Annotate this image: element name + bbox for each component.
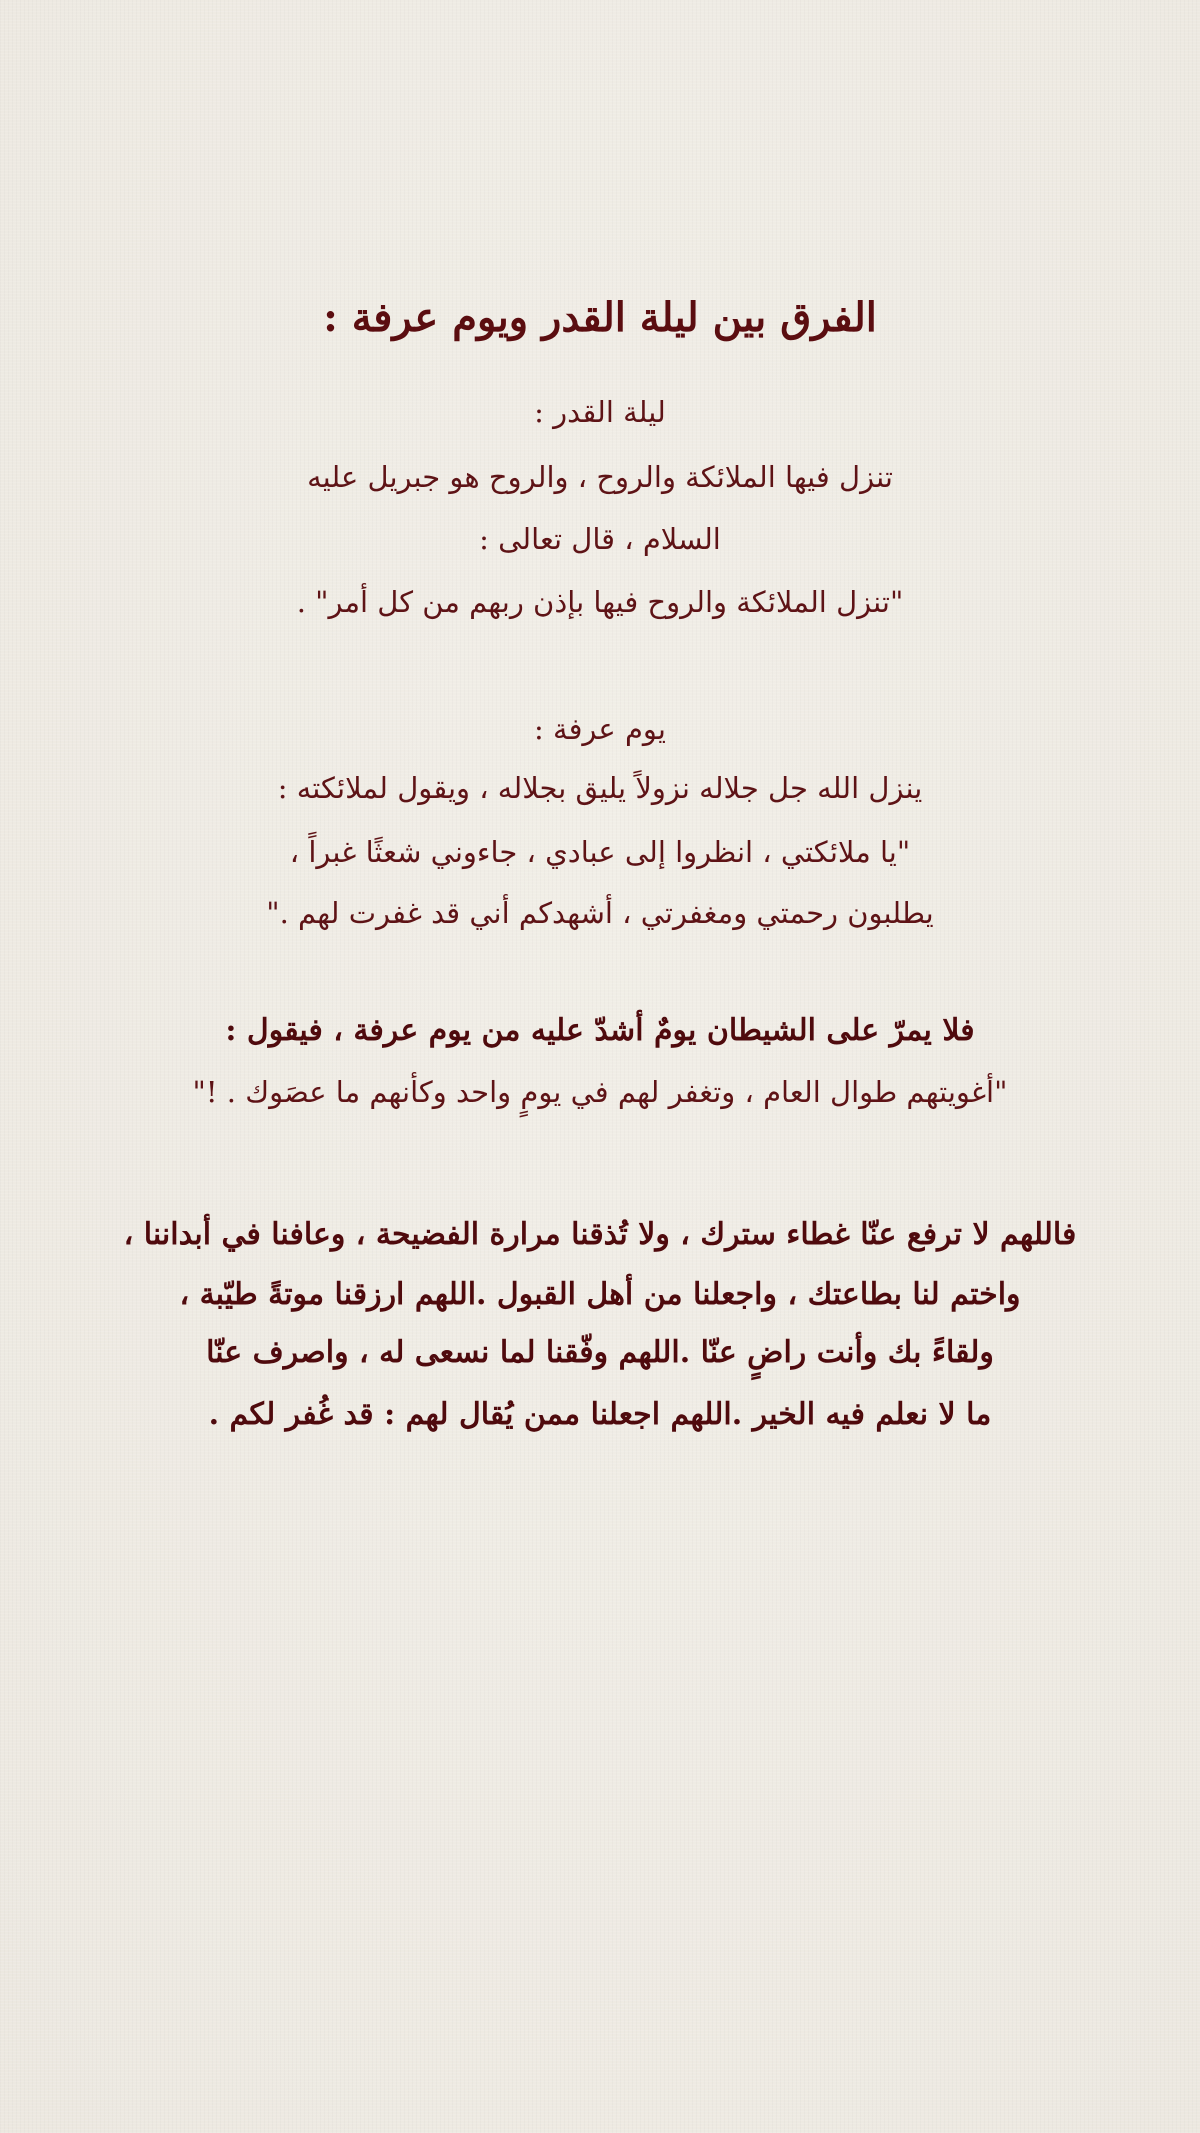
dua-line: ما لا نعلم فيه الخير .اللهم اجعلنا ممن يُقال لهم : قد غُفر لكم . xyxy=(208,1397,992,1432)
dua-line: ولقاءً بك وأنت راضٍ عنّا .اللهم وفّقنا لما نسعى له ، واصرف عنّا xyxy=(206,1335,994,1370)
laylat-al-qadr-line: السلام ، قال تعالى : xyxy=(479,522,721,556)
dua-line: واختم لنا بطاعتك ، واجعلنا من أهل القبول .اللهم ارزقنا موتةً طيّبة ، xyxy=(179,1277,1021,1312)
laylat-al-qadr-verse: "تنزل الملائكة والروح فيها بإذن ربهم من كل أمر" . xyxy=(296,585,904,619)
page-title: الفرق بين ليلة القدر ويوم عرفة : xyxy=(323,294,877,341)
yawm-arafah-heading: يوم عرفة : xyxy=(534,712,666,746)
shaytan-line: فلا يمرّ على الشيطان يومٌ أشدّ عليه من يوم عرفة ، فيقول : xyxy=(225,1013,975,1048)
dua-line: فاللهم لا ترفع عنّا غطاء سترك ، ولا تُذقنا مرارة الفضيحة ، وعافنا في أبداننا ، xyxy=(123,1217,1077,1252)
yawm-arafah-line: "يا ملائكتي ، انظروا إلى عبادي ، جاءوني شعثًا غبراً ، xyxy=(289,835,911,869)
shaytan-quote: "أغويتهم طوال العام ، وتغفر لهم في يومٍ واحد وكأنهم ما عصَوك . !" xyxy=(192,1075,1008,1109)
yawm-arafah-line: يطلبون رحمتي ومغفرتي ، أشهدكم أني قد غفرت لهم ." xyxy=(266,896,934,930)
laylat-al-qadr-line: تنزل فيها الملائكة والروح ، والروح هو جبريل عليه xyxy=(307,460,893,494)
laylat-al-qadr-heading: ليلة القدر : xyxy=(534,395,666,429)
yawm-arafah-line: ينزل الله جل جلاله نزولاً يليق بجلاله ، ويقول لملائكته : xyxy=(277,771,923,805)
